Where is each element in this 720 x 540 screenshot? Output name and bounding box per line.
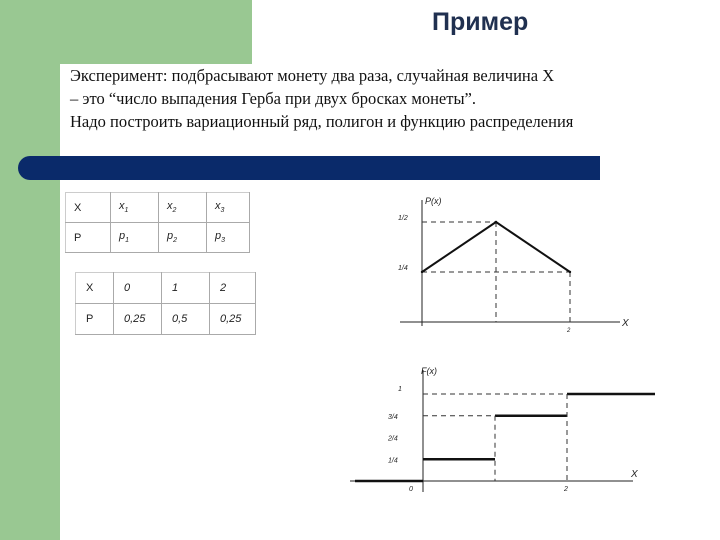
row-label-p: P — [66, 223, 111, 253]
cdf-y-label: F(x) — [421, 366, 437, 376]
statement-line-2: – это “число выпадения Герба при двух бросках монеты”. — [70, 89, 476, 108]
cell-subscript: 2 — [173, 237, 178, 245]
table-cell: 0,25 — [210, 304, 256, 335]
cell-subscript: 1 — [124, 207, 129, 215]
cdf-x-tick-label: 0 — [409, 486, 413, 493]
cell-subscript: 3 — [221, 237, 226, 245]
table-cell: 0,5 — [162, 304, 210, 335]
cell-subscript: 3 — [220, 207, 225, 215]
row-label-x: X — [76, 273, 114, 304]
cdf-y-tick-label: 3/4 — [388, 413, 398, 421]
cell-value: x — [167, 200, 173, 213]
table-cell: 1 — [162, 273, 210, 304]
row-label-x: X — [66, 193, 111, 223]
page-title: Пример — [432, 8, 529, 36]
cell-value: x — [215, 200, 221, 213]
cdf-x-tick-label: 2 — [564, 486, 568, 493]
row-label-p: P — [76, 304, 114, 335]
polygon-x-label: X — [622, 318, 629, 329]
statement-line-1: Эксперимент: подбрасывают монету два раза, случайная величина X — [70, 66, 555, 85]
cell-subscript: 2 — [172, 207, 177, 215]
polygon-point — [495, 221, 497, 223]
cell-value: p — [215, 230, 222, 243]
cdf-x-label: X — [631, 469, 638, 480]
polygon-y-tick-label: 1/2 — [398, 215, 408, 222]
polygon-y-label: P(x) — [425, 196, 442, 206]
table-cell: 0 — [114, 273, 162, 304]
table-cell: 2 — [210, 273, 256, 304]
cdf-y-tick-label: 2/4 — [388, 435, 398, 443]
statement-line-3: Надо построить вариационный ряд, полигон и функцию распределения — [70, 112, 574, 131]
cdf-y-tick-label: 1 — [398, 386, 402, 393]
polygon-x-tick-label: 2 — [567, 328, 571, 334]
cdf-y-tick-label: 1/4 — [388, 457, 398, 465]
polygon-point — [569, 271, 571, 273]
cell-value: p — [167, 230, 174, 243]
polygon-y-tick-label: 1/4 — [398, 265, 408, 272]
polygon-point — [421, 271, 423, 273]
table-cell: 0,25 — [114, 304, 162, 335]
polygon-series-line — [422, 222, 570, 272]
cell-value: x — [119, 200, 125, 213]
cell-subscript: 1 — [125, 237, 130, 245]
cell-value: p — [119, 230, 126, 243]
